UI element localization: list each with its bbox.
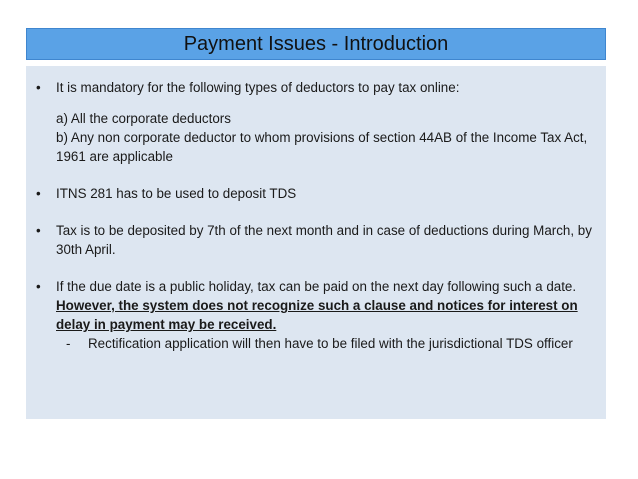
bullet-text: ITNS 281 has to be used to deposit TDS: [56, 186, 297, 201]
bullet-icon: •: [36, 279, 41, 294]
sub-bullet-text: Rectification application will then have to be filed with the jurisdictional TDS officer: [88, 336, 573, 351]
bullet-text: If the due date is a public holiday, tax can be paid on the next day following such a date.: [56, 279, 577, 294]
bullet-text: It is mandatory for the following types of deductors to pay tax online:: [56, 80, 460, 95]
bullet-body: [56, 277, 592, 353]
bullet-icon: •: [36, 186, 41, 201]
sub-bullet-rectification: [66, 334, 592, 353]
dash-icon: -: [66, 336, 71, 351]
emphasis-text: However, the system does not recognize such a clause and notices for interest on delay in payment may be received.: [56, 298, 578, 332]
deductor-item-corporate: a) All the corporate deductors: [56, 111, 231, 126]
bullet-itns: [34, 184, 592, 203]
bullet-icon: •: [36, 223, 41, 238]
bullet-deposit-deadline: [34, 221, 592, 259]
bullet-mandatory-online: [34, 78, 592, 166]
bullet-public-holiday: [34, 277, 592, 353]
deductor-item-non-corporate: b) Any non corporate deductor to whom provisions of section 44AB of the Income Tax Act, 1961 are applicable: [56, 130, 588, 164]
bullet-icon: •: [36, 80, 41, 95]
slide-title: Payment Issues - Introduction: [183, 32, 449, 55]
bullet-text: Tax is to be deposited by 7th of the next month and in case of deductions during March, by 30th April.: [56, 223, 592, 257]
title-bar: [26, 28, 606, 60]
bullet-body: [56, 78, 592, 166]
content-box: [26, 66, 606, 419]
